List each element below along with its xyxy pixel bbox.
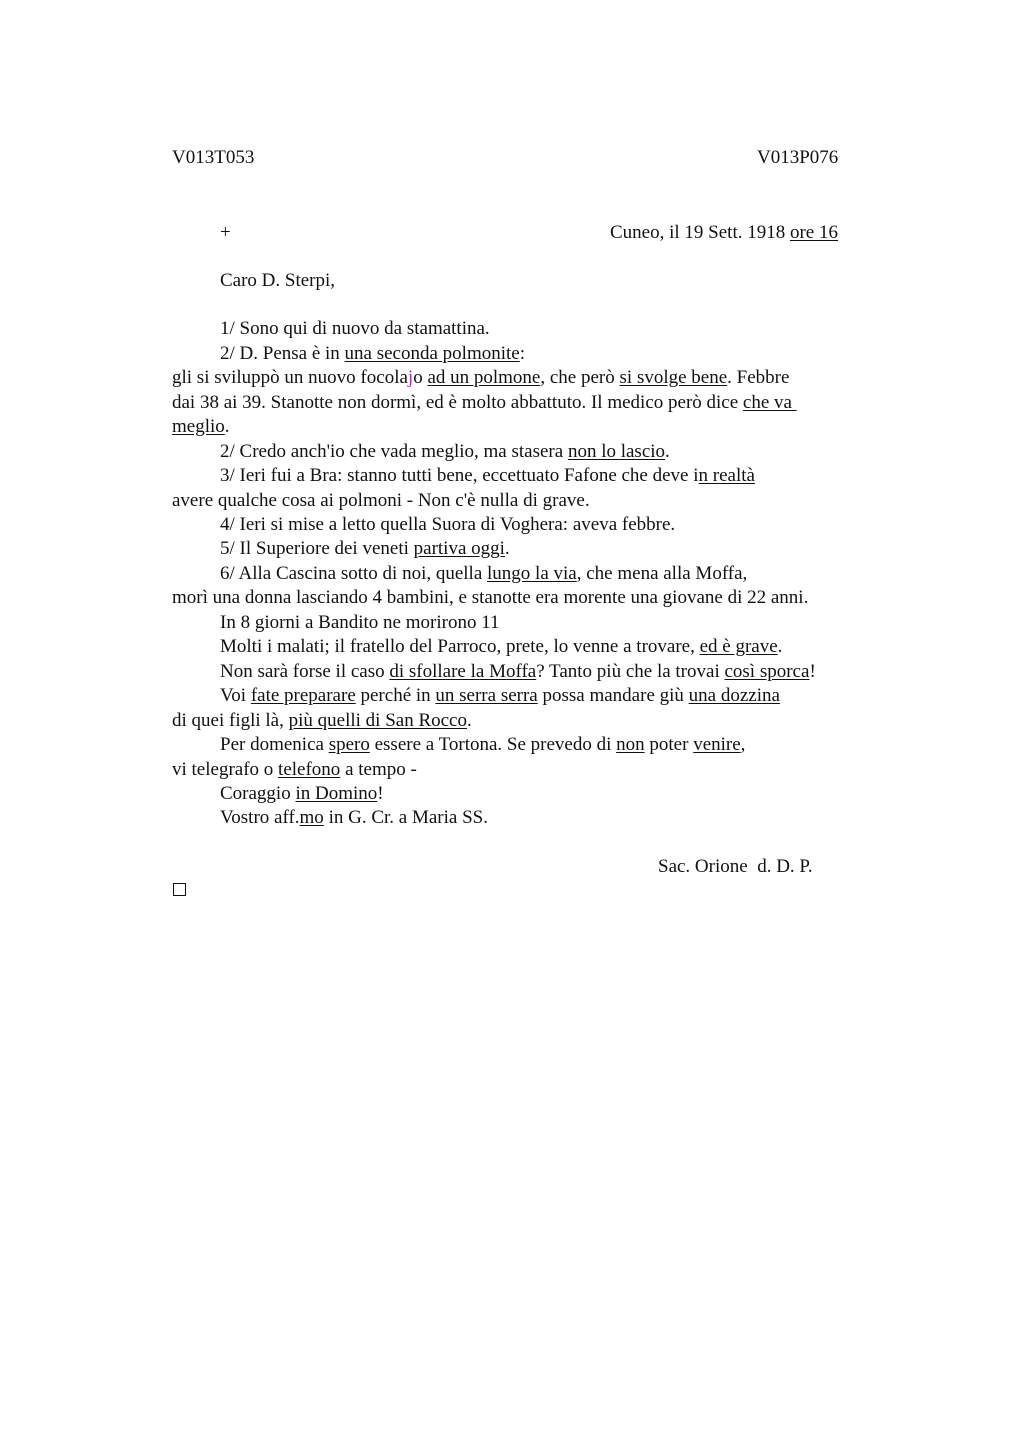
body-line: Non sarà forse il caso di sfollare la Moffa? Tanto più che la trovai così sporca!	[220, 661, 816, 682]
body-line: 2/ D. Pensa è in una seconda polmonite:	[220, 343, 526, 364]
body-line: di quei figli là, più quelli di San Rocco.	[172, 710, 472, 731]
body-line: Coraggio in Domino!	[220, 783, 384, 804]
date-time: ore 16	[789, 222, 838, 243]
signature: Sac. Orione d. D. P.	[658, 856, 813, 877]
body-line: morì una donna lasciando 4 bambini, e stanotte era morente una giovane di 22 anni.	[172, 587, 809, 608]
body-line: meglio.	[172, 416, 230, 437]
body-line: 2/ Credo anch'io che vada meglio, ma stasera non lo lascio.	[220, 441, 670, 462]
body-line: Molti i malati; il fratello del Parroco, prete, lo venne a trovare, ed è grave.	[220, 636, 783, 657]
body-line: avere qualche cosa ai polmoni - Non c'è nulla di grave.	[172, 490, 590, 511]
closing-line: Vostro aff.mo in G. Cr. a Maria SS.	[220, 807, 488, 828]
date-line: Cuneo, il 19 Sett. 1918 ore 16	[610, 222, 838, 243]
body-line: 6/ Alla Cascina sotto di noi, quella lungo la via, che mena alla Moffa,	[220, 563, 748, 584]
body-line: 4/ Ieri si mise a letto quella Suora di Voghera: aveva febbre.	[220, 514, 676, 535]
end-square-icon	[173, 883, 186, 896]
cross-mark: +	[220, 222, 231, 243]
salutation: Caro D. Sterpi,	[220, 270, 336, 291]
body-line: Voi fate preparare perché in un serra serra possa mandare giù una dozzina	[220, 685, 780, 706]
body-line: dai 38 ai 39. Stanotte non dormì, ed è molto abbattuto. Il medico però dice che va	[172, 392, 797, 413]
document-code-right: V013P076	[757, 147, 839, 168]
body-line: In 8 giorni a Bandito ne morirono 11	[220, 612, 500, 633]
document-code-left: V013T053	[172, 147, 255, 168]
body-line: Per domenica spero essere a Tortona. Se prevedo di non poter venire,	[220, 734, 746, 755]
body-line: 5/ Il Superiore dei veneti partiva oggi.	[220, 538, 510, 559]
body-line: 1/ Sono qui di nuovo da stamattina.	[220, 318, 490, 339]
body-line: vi telegrafo o telefono a tempo -	[172, 759, 417, 780]
body-line: gli si sviluppò un nuovo focolajo ad un polmone, che però si svolge bene. Febbre	[172, 367, 790, 388]
body-line: 3/ Ieri fui a Bra: stanno tutti bene, eccettuato Fafone che deve in realtà	[220, 465, 755, 486]
